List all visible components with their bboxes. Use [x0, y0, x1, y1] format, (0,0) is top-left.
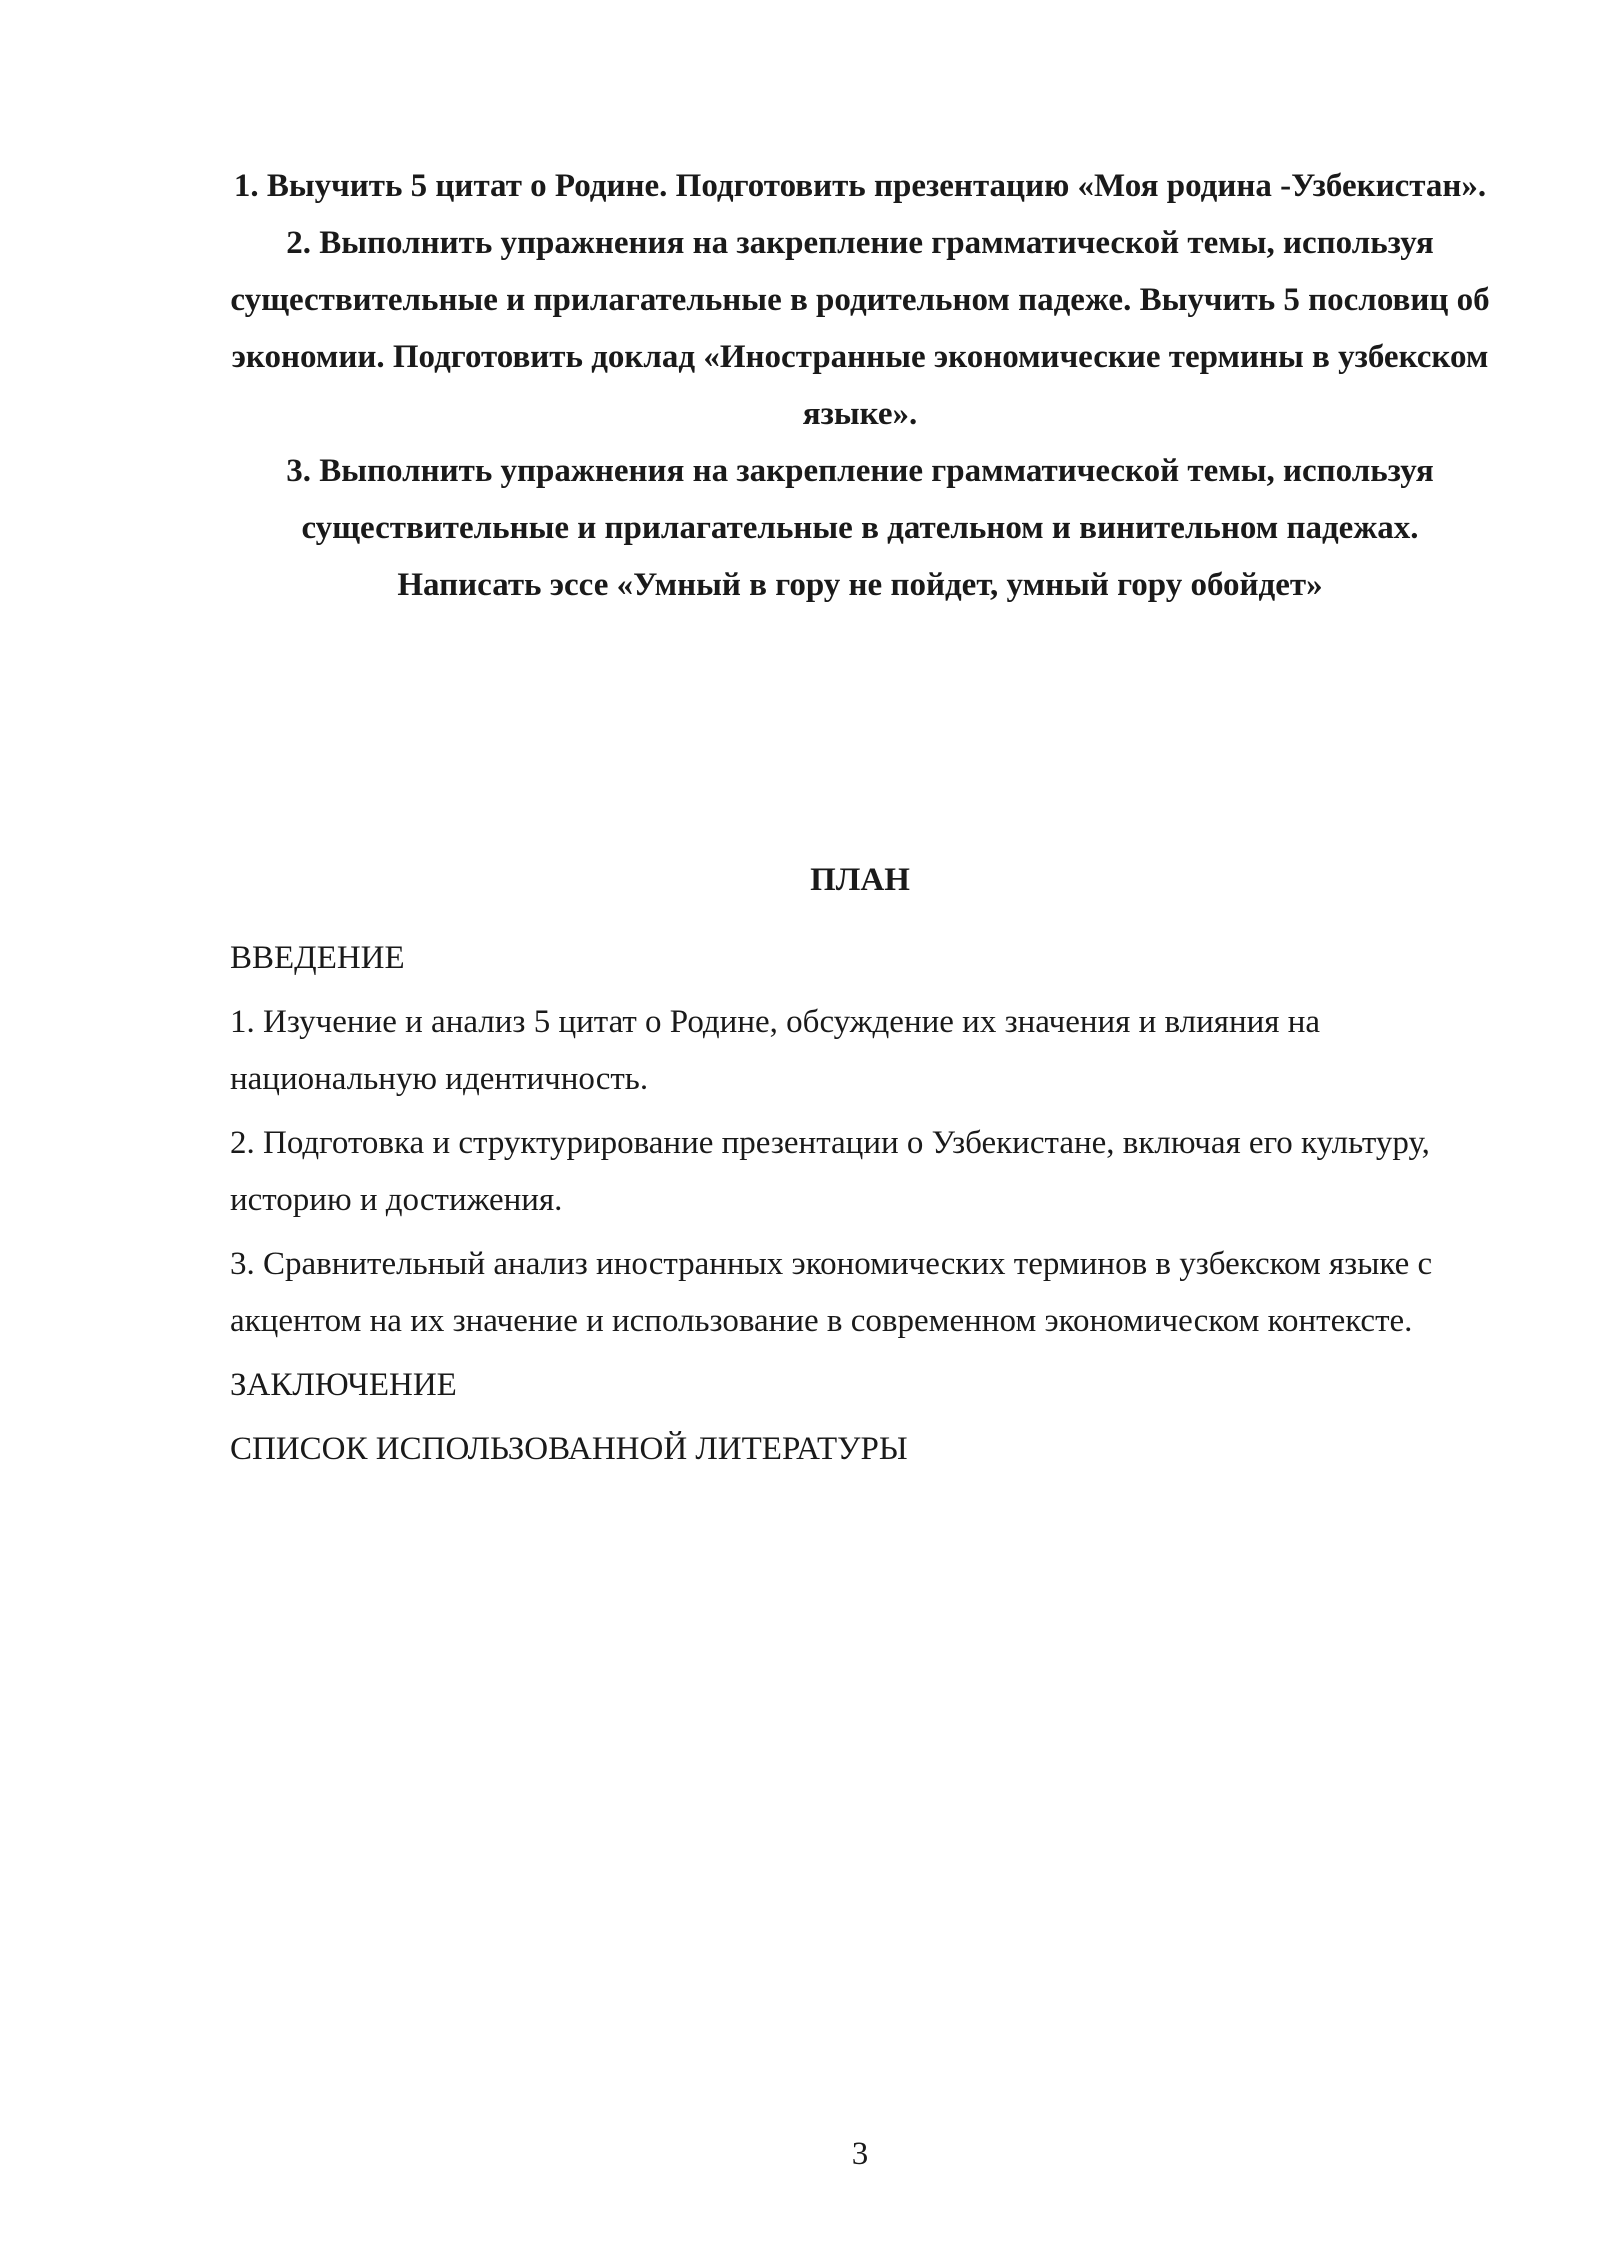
task-item-3: 3. Выполнить упражнения на закрепление грамматической темы, используя существительные и прилагательные в дательном и винительном падежах. Написать эссе «Умный в гору не пойдет, умный гору обойдет» [286, 453, 1434, 603]
plan-item-2: 2. Подготовка и структурирование презентации о Узбекистане, включая его культуру, историю и достижения. [230, 1125, 1430, 1218]
task-item-2: 2. Выполнить упражнения на закрепление грамматической темы, используя существительные и прилагательные в родительном падеже. Выучить 5 пословиц об экономии. Подготовить доклад «Иностранные экономические термины в узбекском языке». [230, 225, 1490, 432]
plan-conclusion: ЗАКЛЮЧЕНИЕ [230, 1367, 457, 1403]
plan-references: СПИСОК ИСПОЛЬЗОВАННОЙ ЛИТЕРАТУРЫ [230, 1431, 908, 1467]
task-item-1: 1. Выучить 5 цитат о Родине. Подготовить презентацию «Моя родина -Узбекистан». [233, 168, 1487, 204]
tasks-list [230, 158, 1490, 614]
plan-introduction: ВВЕДЕНИЕ [230, 940, 405, 976]
page-number: 3 [851, 2136, 869, 2172]
plan-list [230, 930, 1530, 1485]
plan-item-1: 1. Изучение и анализ 5 цитат о Родине, обсуждение их значения и влияния на национальную идентичность. [230, 1004, 1321, 1097]
plan-item-3: 3. Сравнительный анализ иностранных экономических терминов в узбекском языке с акцентом на их значение и использование в современном экономическом контексте. [230, 1246, 1433, 1339]
plan-title: ПЛАН [810, 862, 910, 898]
